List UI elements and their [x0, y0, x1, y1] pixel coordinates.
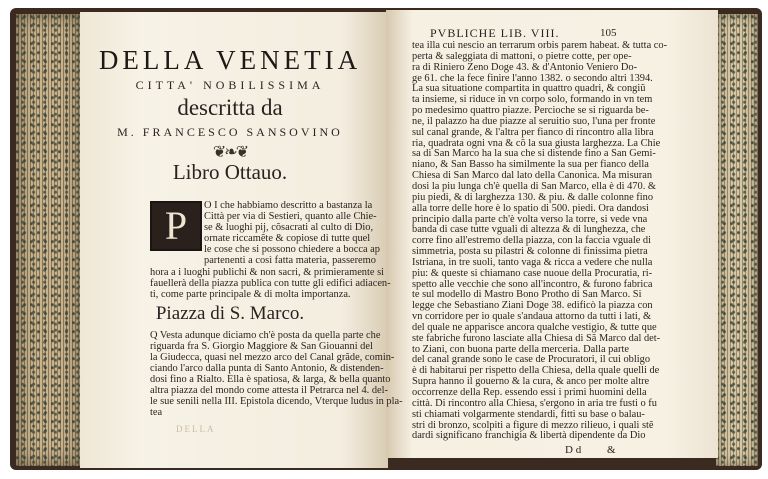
text-line: Supra hanno il gouerno & la cura, & anco per molte altre [412, 376, 650, 388]
text-line: O I che habbiamo descritto a bastanza la [204, 200, 373, 211]
text-line: città. Di rincontro alla Chiesa, s'ergono in aria tre fusti o fu [412, 397, 657, 409]
text-line: del canal grande sono le case de Procuratori, il cui obligo [412, 354, 651, 366]
text-line: banda di case tutte vguali di altezza & di lunghezza, che [412, 224, 646, 236]
right-page-text [412, 41, 667, 442]
section-text [150, 330, 403, 418]
text-line: spetto alle vecchie che sono all'incontro, & furono fabrica [412, 278, 653, 290]
intro-text [204, 200, 380, 266]
subtitle: CITTA' NOBILISSIMA [135, 78, 325, 92]
text-line: dosi fino a Rialto. Ella è spatiosa, & larga, & bella quanto [150, 374, 391, 385]
text-line: ne, il palazzo ha due piazze al seruitio suo, l'una per fronte [412, 115, 656, 127]
text-line: Istriana, in tre suoli, tanto vaga & ricca a vedere che nulla [412, 256, 653, 268]
text-line: alla torre delle hore è lo spatio di 500. piedi. Ora dandosi [412, 202, 649, 214]
text-line: niano, & San Basso ha similmente la sua per fianco della [412, 159, 649, 171]
text-line: tea [150, 407, 163, 418]
text-line: fauellerà della piazza publica con tutte gli edifici adiacen- [150, 278, 391, 289]
text-line: occorrenze della Rep. essendo essi i primi huomini della [412, 387, 647, 398]
text-line: Città per via di Sestieri, quanto alle Chie- [204, 211, 377, 222]
text-line: riguarda fra S. Giorgio Maggiore & San Giouanni del [150, 341, 373, 352]
catchword-left: DELLA [176, 424, 216, 434]
text-line: po medesimo quattro piazze. Percioche se si riguarda be- [412, 105, 649, 117]
text-line: è di habitarui per rispetto della Chiesa, della quale quelli de [412, 365, 660, 377]
text-line: La sua situatione compartita in quattro quadri, & congiũ [412, 83, 646, 95]
text-line: ge 61. che la fece finire l'anno 1382. o secondo altri 1394. [412, 72, 653, 84]
descritta-text: descritta da [177, 95, 283, 120]
section-heading: Piazza di S. Marco. [155, 303, 305, 324]
text-line: le sue senili nella III. Epistola dicendo, Vterque ludus in pla- [150, 396, 403, 407]
book-heading: Libro Ottauo. [172, 160, 288, 184]
running-head: PVBLICHE LIB. VIII. [430, 26, 560, 40]
text-line: ta insieme, si riduce in vn corpo solo, formando in vn tem [412, 94, 653, 106]
text-line: sul canal grande, & l'altra per fianco di rincontro alla libra [412, 126, 654, 138]
text-line: ti, come parte principale & di molta importanza. [150, 289, 351, 300]
ornament-icon: ❦❧❦ [212, 144, 248, 161]
catchword-right: & [607, 444, 616, 456]
text-line: del quale ne apparisce ancora qualche vestigio, & tutte que [412, 321, 657, 333]
signature-mark: D d [565, 444, 582, 456]
text-line: stri di bronzo, scolpiti a figure di mezzo rilieuo, i quali stẽ [412, 419, 654, 431]
page-edges-right [716, 14, 758, 466]
text-line: hora a i luoghi publichi & non sacri, & primieramente si [150, 267, 385, 278]
text-line: piu: & queste si chiamano case nuoue della Procuratia, ri- [412, 267, 653, 279]
text-line: la Giudecca, quasi nel mezzo arco del Canal grãde, comin- [150, 352, 395, 363]
text-line: perta & saleggiata di mattoni, o pietre cotte, per ope- [412, 50, 632, 62]
text-line: simmetria, posta su pilastri & colonne di finissima pietra [412, 246, 648, 258]
text-line: dosi la piu lunga ch'è quella di San Marco, ella è di 470. & [412, 180, 656, 192]
text-line: piu piedi, & di larghezza 130. & piu. & dalle colonne fino [412, 191, 654, 203]
text-line: vn corridore per io quale s'andaua attorno da tutti i lati, & [412, 311, 652, 323]
text-line: partenenti a così fatta materia, passeremo [204, 255, 376, 266]
text-line: Chiesa di San Marco dal lato della Canonica. Ma misuran [412, 170, 653, 182]
text-line: to Ziani, con buona parte della merceria. Dalla parte [412, 343, 629, 355]
text-line: dardi significano franchigia & libertà dipendente da Dio [412, 430, 646, 442]
text-line: corre fino all'estremo della piazza, con la faccia vguale di [412, 235, 651, 247]
text-line: le cose che si possono chiedere a bocca ap [204, 244, 380, 255]
page-number: 105 [600, 27, 617, 39]
text-line: principio dalla parte ch'è volta verso la torre, si vede vna [412, 213, 648, 225]
text-line: ra di Riniero Zeno Doge 43. & d'Antonio Veniero Do- [412, 61, 638, 73]
title: DELLA VENETIA [98, 45, 362, 75]
drop-cap: P [150, 201, 202, 251]
text-line: sti chiamati volgarmente stendardi, fitti su base o balau- [412, 408, 645, 420]
text-line: sa di San Marco ha la sua che si distende fino a San Gemi- [412, 148, 656, 160]
page-edges-left [16, 14, 82, 466]
author: M. FRANCESCO SANSOVINO [117, 125, 343, 139]
text-line: te sul modello di Mastro Bono Protho di San Marco. Si [412, 289, 642, 301]
text-line: ste fabriche furono lasciate alla Chiesa di Sã Marco dal det- [412, 332, 661, 344]
text-line: se & luoghi pij, cõsacrati al culto di Dio, [204, 222, 374, 233]
text-line: ria, quadrata ogni vna & cõ la sua giusta larghezza. La Chie [412, 137, 661, 149]
text-line: altra piazza del mondo come attesta il Petrarca nel 4. del- [150, 385, 389, 396]
text-line: ornate riccamẽte & copiose di tutte quel [204, 233, 371, 244]
text-line: ciando l'arco dalla punta di Santo Antonio, & distenden- [150, 363, 384, 374]
intro-text-full [150, 267, 391, 300]
text-line: legge che Sebastiano Ziani Doge 38. edificò la piazza con [412, 300, 653, 312]
text-line: Q Vesta adunque diciamo ch'è posta da quella parte che [150, 330, 381, 341]
text-line: tea illa cui nescio an terrarum orbis parem habeat. & tutta co- [412, 40, 668, 51]
